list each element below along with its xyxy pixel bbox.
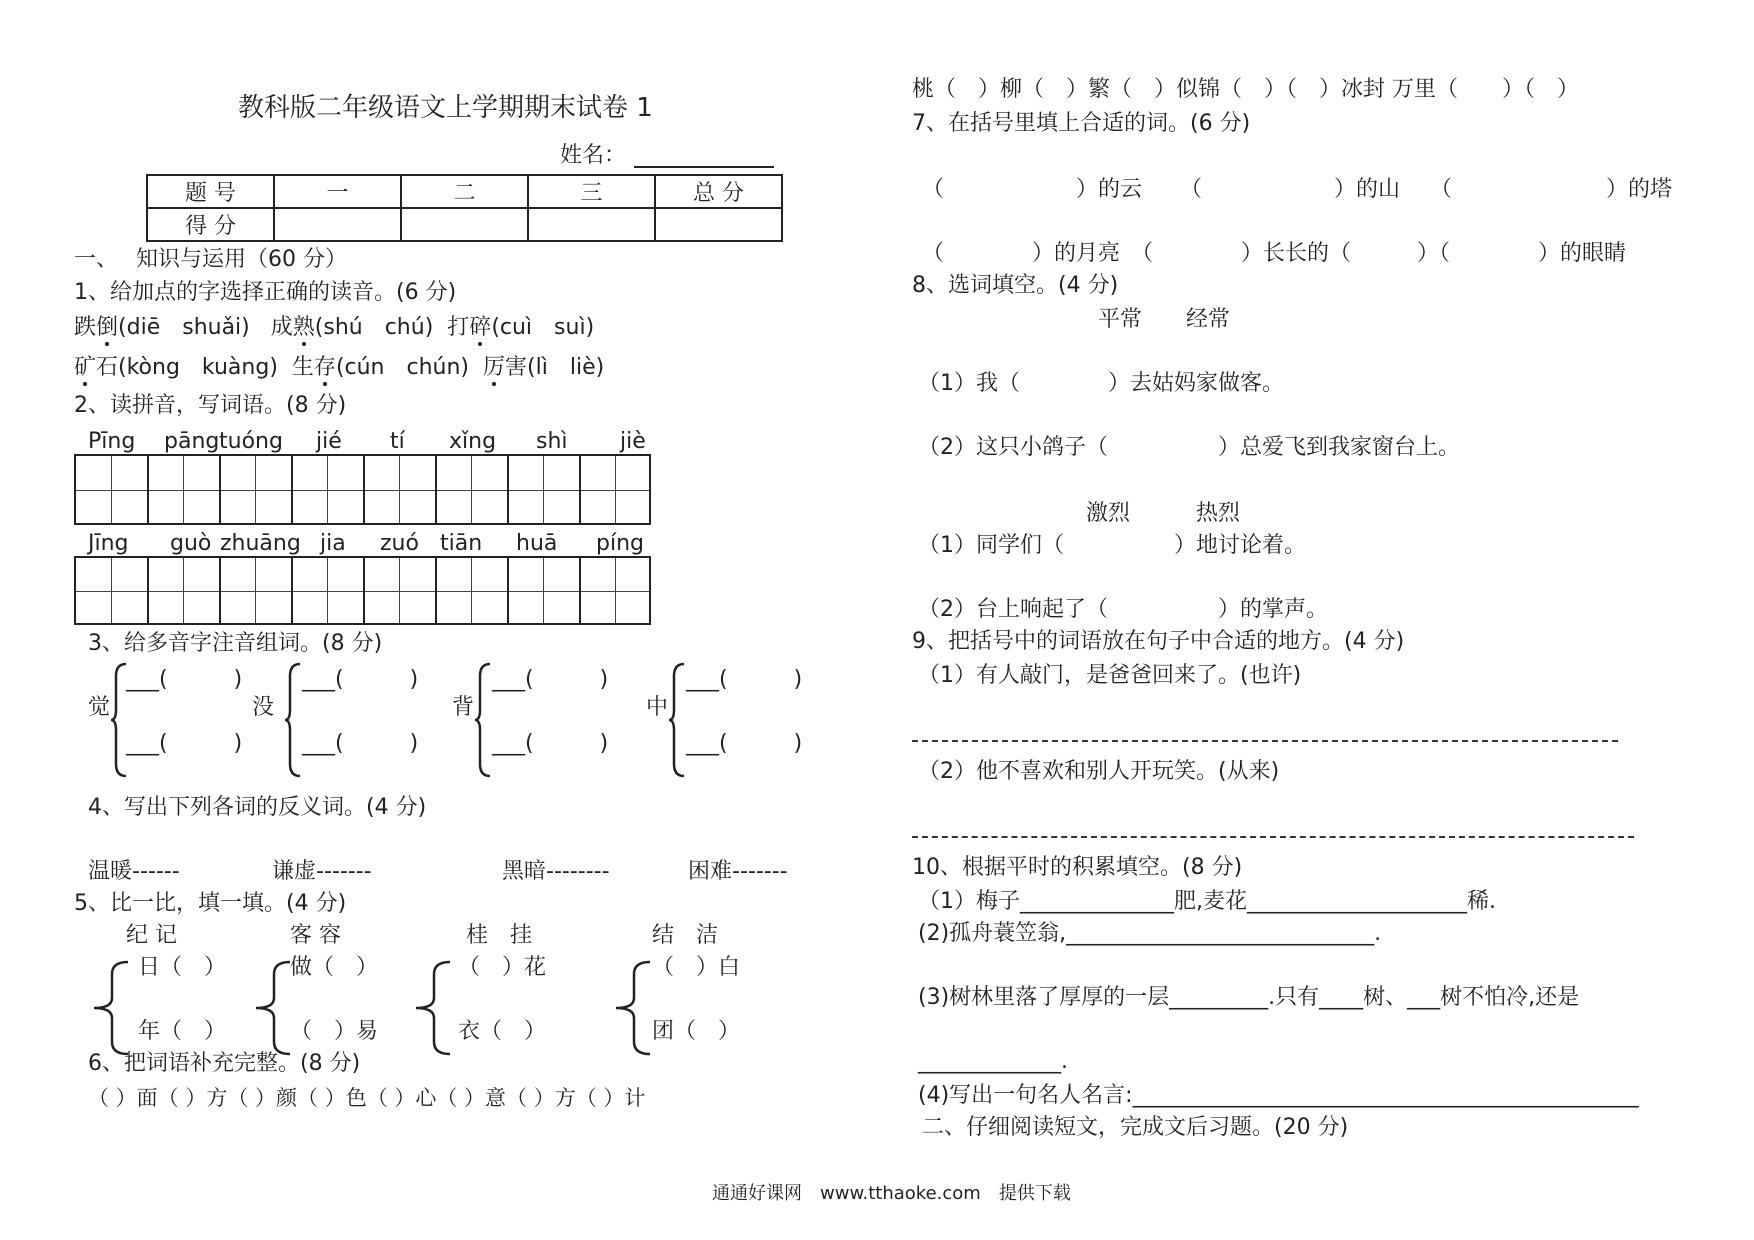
q9-sentence: （2）他不喜欢和别人开玩笑。(从来)	[918, 759, 1280, 784]
q7-title: 7、在括号里填上合适的词。(6 分)	[912, 111, 1251, 136]
q8-sentence[interactable]: （1）我（ ）去姑妈家做客。	[918, 371, 1284, 396]
score-table	[146, 174, 783, 242]
pinyin: zhuāng	[220, 531, 301, 556]
q10-title: 10、根据平时的积累填空。(8 分)	[912, 855, 1243, 880]
name-blank[interactable]	[634, 166, 774, 168]
q3-char: 没	[252, 695, 275, 720]
score-header-cell: 一	[274, 175, 401, 208]
q7-blank[interactable]: （ ）的云	[922, 177, 1143, 202]
q3-char: 觉	[88, 695, 111, 720]
q3-blank[interactable]: ___( )	[126, 731, 243, 756]
q7-blank[interactable]: （ ）的塔	[1430, 177, 1673, 202]
q10-item[interactable]: (4)写出一句名人名言:______________________________________________	[918, 1083, 1639, 1108]
q10-item[interactable]: _____________.	[918, 1049, 1068, 1074]
left-brace-icon	[254, 960, 294, 1056]
q4-word[interactable]: 困难-------	[688, 859, 788, 884]
q1-row-1	[74, 314, 594, 342]
q5-blank[interactable]: （ ）白	[652, 955, 741, 980]
q3-blank[interactable]: ___( )	[492, 731, 609, 756]
pinyin: guò	[170, 531, 212, 556]
q1-item: 打碎(cuì suì)	[447, 315, 595, 340]
q1-title: 1、给加点的字选择正确的读音。(6 分)	[74, 280, 457, 305]
score-row-label: 得 分	[147, 208, 274, 241]
q5-group-head: 纪 记	[126, 923, 177, 948]
pinyin: tuóng	[219, 429, 283, 454]
pinyin: Pīng	[88, 429, 136, 454]
answer-line[interactable]	[912, 836, 1634, 838]
score-cell[interactable]	[401, 208, 528, 241]
q5-blank[interactable]: （ ）易	[290, 1019, 379, 1044]
pinyin: jiè	[620, 429, 646, 454]
score-header-row	[147, 175, 782, 208]
q1-item: 生存(cún chún)	[291, 355, 470, 380]
pinyin: xǐng	[449, 429, 497, 454]
q7-blank[interactable]: （ ）的山	[1180, 177, 1401, 202]
q3-title: 3、给多音字注音组词。(8 分)	[88, 631, 383, 656]
q8-choices-1: 平常 经常	[1098, 307, 1231, 332]
q5-group-head: 桂 挂	[466, 923, 533, 948]
writing-grid-2[interactable]	[74, 556, 651, 625]
left-brace-icon	[414, 960, 454, 1056]
left-brace-icon	[614, 960, 654, 1056]
section-1-heading: 一、 知识与运用（60 分）	[74, 247, 347, 272]
q9-title: 9、把括号中的词语放在句子中合适的地方。(4 分)	[912, 629, 1405, 654]
left-brace-icon	[474, 662, 492, 778]
q5-blank[interactable]: 衣（ ）	[458, 1019, 547, 1044]
score-cell[interactable]	[528, 208, 655, 241]
q6-line-1[interactable]: （ ）面（ ）方（ ）颜（ ）色（ ）心（ ）意（ ）方（ ）计	[88, 1086, 646, 1110]
q4-word[interactable]: 谦虚-------	[272, 859, 372, 884]
q2-title: 2、读拼音，写词语。(8 分)	[74, 393, 347, 418]
left-brace-icon	[668, 662, 686, 778]
pinyin: píng	[596, 531, 644, 556]
left-brace-icon	[92, 960, 132, 1056]
q1-item: 矿石(kòng kuàng)	[74, 355, 278, 380]
q8-sentence[interactable]: （2）台上响起了（ ）的掌声。	[918, 597, 1328, 622]
q1-item: 厉害(lì liè)	[483, 355, 605, 380]
pinyin: jié	[316, 429, 342, 454]
score-cell[interactable]	[274, 208, 401, 241]
footer-credit: 通通好课网 www.tthaoke.com 提供下载	[712, 1183, 1071, 1204]
q3-char: 背	[452, 695, 475, 720]
score-value-row	[147, 208, 782, 241]
name-label: 姓名：	[560, 143, 627, 168]
score-header-cell: 二	[401, 175, 528, 208]
q3-blank[interactable]: ___( )	[302, 667, 419, 692]
q3-blank[interactable]: ___( )	[686, 667, 803, 692]
q5-group-head: 客 容	[290, 923, 341, 948]
score-header-cell: 题 号	[147, 175, 274, 208]
left-brace-icon	[284, 662, 302, 778]
q8-sentence[interactable]: （1）同学们（ ）地讨论着。	[918, 533, 1306, 558]
score-cell[interactable]	[655, 208, 782, 241]
q3-blank[interactable]: ___( )	[686, 731, 803, 756]
q8-sentence[interactable]: （2）这只小鸽子（ ）总爱飞到我家窗台上。	[918, 435, 1460, 460]
q4-word[interactable]: 温暖------	[88, 859, 180, 884]
q5-blank[interactable]: 年（ ）	[138, 1019, 227, 1044]
pinyin: pāng	[164, 429, 220, 454]
q3-blank[interactable]: ___( )	[126, 667, 243, 692]
q7-line-2[interactable]: （ ）的月亮 （ ）长长的（ ）（ ）的眼睛	[922, 241, 1627, 266]
pinyin: jia	[320, 531, 346, 556]
page-title: 教科版二年级语文上学期期末试卷 1	[238, 93, 653, 123]
q3-blank[interactable]: ___( )	[302, 731, 419, 756]
pinyin: zuó	[380, 531, 419, 556]
q5-title: 5、比一比，填一填。(4 分)	[74, 891, 347, 916]
section-2-heading: 二、仔细阅读短文，完成文后习题。(20 分)	[922, 1115, 1349, 1140]
pinyin: Jīng	[88, 531, 129, 556]
q6-title: 6、把词语补充完整。(8 分)	[88, 1051, 361, 1076]
q5-group-head: 结 洁	[652, 923, 719, 948]
q4-title: 4、写出下列各词的反义词。(4 分)	[88, 795, 427, 820]
pinyin: tiān	[440, 531, 483, 556]
pinyin: shì	[536, 429, 568, 454]
q5-blank[interactable]: 团（ ）	[652, 1019, 741, 1044]
q9-sentence: （1）有人敲门，是爸爸回来了。(也许)	[918, 663, 1302, 688]
pinyin: huā	[516, 531, 558, 556]
score-header-cell: 总 分	[655, 175, 782, 208]
q8-title: 8、选词填空。(4 分)	[912, 273, 1119, 298]
q4-word[interactable]: 黑暗--------	[502, 859, 610, 884]
q10-item[interactable]: （1）梅子______________肥,麦花____________________稀.	[918, 889, 1496, 914]
q8-choices-2: 激烈 热烈	[1086, 501, 1241, 526]
q6-line-2[interactable]: 桃（ ）柳（ ）繁（ ）似锦（ ）（ ）冰封 万里（ ）（ ）	[912, 77, 1579, 102]
q1-row-2	[74, 354, 604, 382]
q10-item[interactable]: (3)树林里落了厚厚的一层_________.只有____树、___树不怕冷,还是	[918, 985, 1580, 1010]
q10-item[interactable]: (2)孤舟蓑笠翁,____________________________.	[918, 921, 1382, 946]
score-header-cell: 三	[528, 175, 655, 208]
q5-blank[interactable]: 做（ ）	[290, 955, 379, 980]
pinyin: tí	[390, 429, 405, 454]
writing-grid-1[interactable]	[74, 454, 651, 525]
q3-char: 中	[646, 695, 669, 720]
q5-blank[interactable]: 日（ ）	[138, 955, 227, 980]
q5-blank[interactable]: （ ）花	[458, 955, 547, 980]
answer-line[interactable]	[912, 740, 1618, 742]
q3-blank[interactable]: ___( )	[492, 667, 609, 692]
q1-item: 成熟(shú chú)	[270, 315, 434, 340]
q1-item: 跌倒(diē shuǎi)	[74, 315, 250, 340]
